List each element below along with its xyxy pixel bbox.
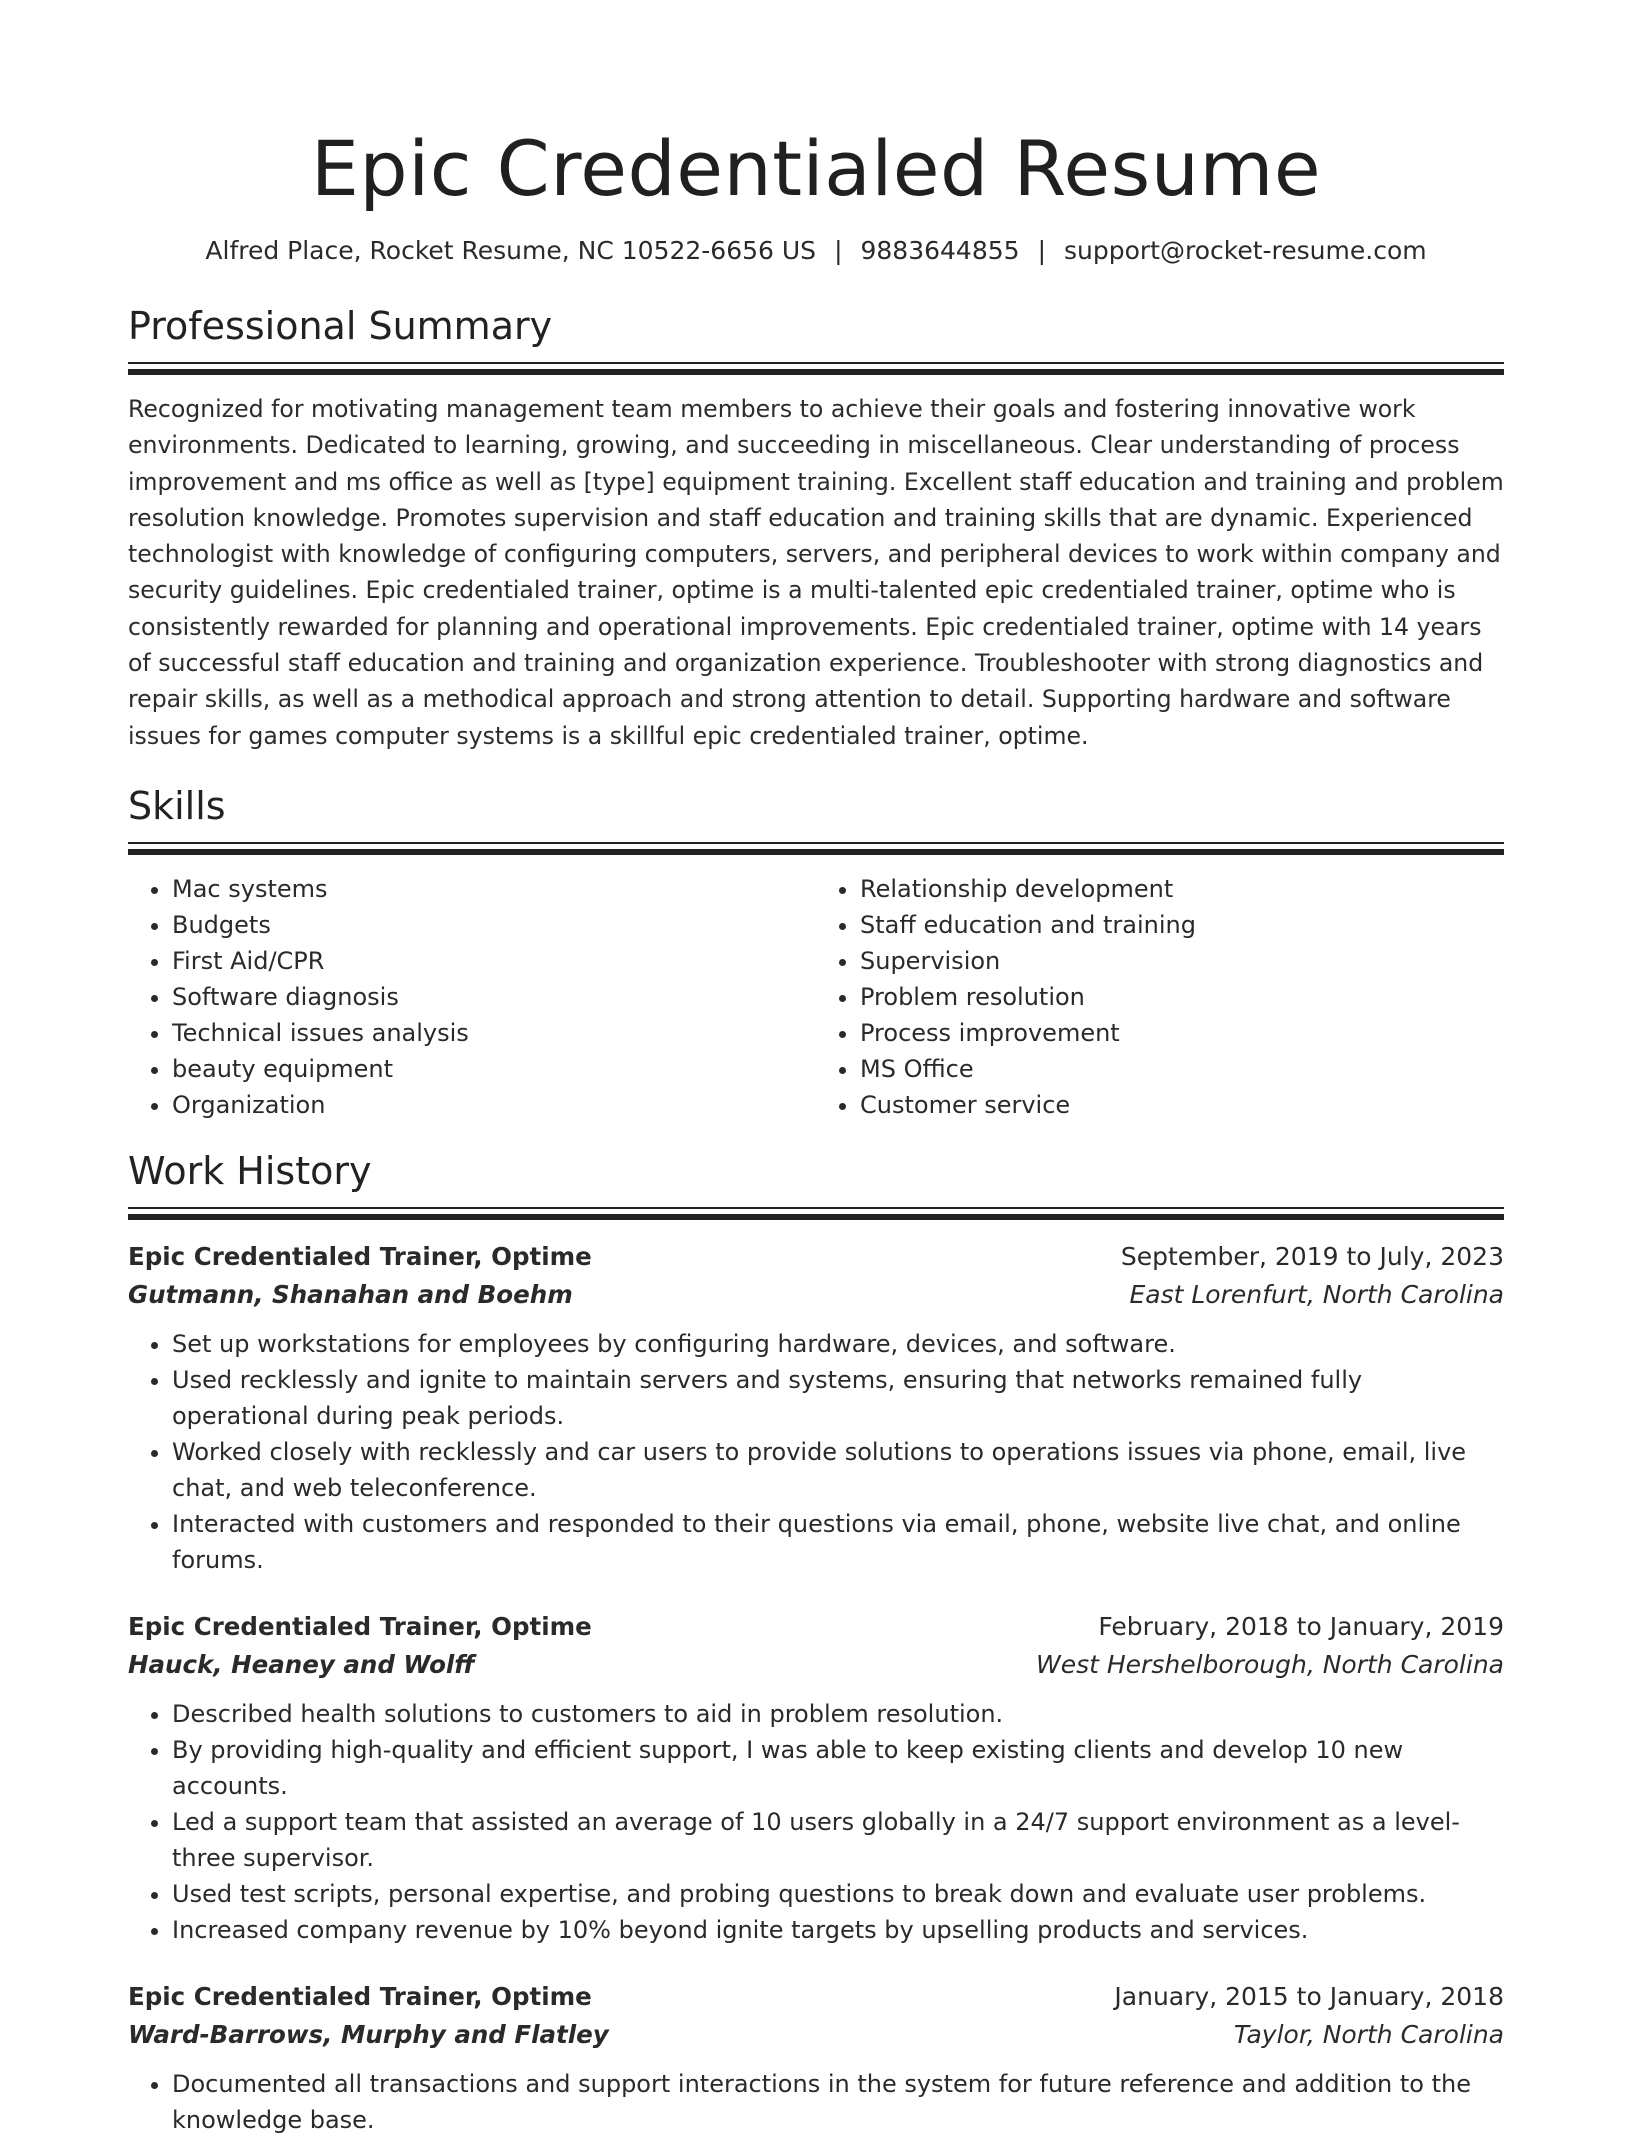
summary-heading: Professional Summary: [128, 304, 553, 348]
skills-columns: [128, 871, 1504, 1123]
contact-address: Alfred Place, Rocket Resume, NC 10522-6656 US: [205, 236, 817, 265]
section-divider: [128, 842, 1504, 855]
job-company: Hauck, Heaney and Wolff: [128, 1649, 475, 1679]
skills-section: [128, 782, 1504, 1123]
job-bullets: [128, 1696, 1504, 1948]
job-company: Gutmann, Shanahan and Boehm: [128, 1279, 573, 1309]
job-bullet: • By providing high-quality and efficient support, I was able to keep existing clients and develop 10 new accounts.: [172, 1732, 1504, 1804]
job-location: Taylor, North Carolina: [1233, 2019, 1504, 2049]
skill-item: • Mac systems: [172, 871, 816, 907]
job-bullet: • Interacted with customers and responded to their questions via email, phone, website live chat, and online forums.: [172, 1506, 1504, 1578]
job-subheader: [128, 1646, 1504, 1684]
job-bullet: • Set up workstations for employees by configuring hardware, devices, and software.: [172, 1326, 1504, 1362]
skills-list-left: [128, 871, 816, 1123]
job-dates: February, 2018 to January, 2019: [1098, 1611, 1504, 1641]
summary-section: [128, 302, 1504, 754]
section-divider: [128, 1207, 1504, 1220]
job-dates: September, 2019 to July, 2023: [1120, 1241, 1504, 1271]
job-subheader: [128, 1276, 1504, 1314]
job-location: West Hershelborough, North Carolina: [1036, 1649, 1504, 1679]
section-divider: [128, 362, 1504, 375]
job-bullet: • Used recklessly and ignite to maintain servers and systems, ensuring that networks remained fully operational during peak periods.: [172, 1362, 1504, 1434]
job-title: Epic Credentialed Trainer, Optime: [128, 1611, 592, 1641]
job-bullets: [128, 1326, 1504, 1578]
job-header: [128, 1978, 1504, 2016]
skill-item: • Problem resolution: [860, 979, 1504, 1015]
job-subheader: [128, 2016, 1504, 2054]
job-bullet: • Increased company revenue by 10% beyond ignite targets by upselling products and services.: [172, 1912, 1504, 1948]
job-bullets: [128, 2066, 1504, 2138]
skill-item: • Supervision: [860, 943, 1504, 979]
skill-item: • Relationship development: [860, 871, 1504, 907]
contact-line: [128, 234, 1504, 268]
skill-item: • Process improvement: [860, 1015, 1504, 1051]
job-bullet: • Described health solutions to customers to aid in problem resolution.: [172, 1696, 1504, 1732]
resume-title: Epic Credentialed Resume: [310, 124, 1322, 213]
contact-email: support@rocket-resume.com: [1064, 236, 1427, 265]
job-title: Epic Credentialed Trainer, Optime: [128, 1241, 592, 1271]
job-dates: January, 2015 to January, 2018: [1114, 1981, 1504, 2011]
contact-separator: |: [834, 236, 843, 265]
skill-item: • Technical issues analysis: [172, 1015, 816, 1051]
contact-phone: 9883644855: [860, 236, 1020, 265]
job-header: [128, 1608, 1504, 1646]
skill-item: • Software diagnosis: [172, 979, 816, 1015]
skill-item: • beauty equipment: [172, 1051, 816, 1087]
contact-separator: |: [1037, 236, 1046, 265]
job-bullet: • Used test scripts, personal expertise, and probing questions to break down and evaluate user problems.: [172, 1876, 1504, 1912]
job-title: Epic Credentialed Trainer, Optime: [128, 1981, 592, 2011]
job-bullet: • Led a support team that assisted an average of 10 users globally in a 24/7 support environment as a level-three supervisor.: [172, 1804, 1504, 1876]
skills-heading: Skills: [128, 783, 226, 828]
skill-item: • First Aid/CPR: [172, 943, 816, 979]
job-bullet: • Documented all transactions and support interactions in the system for future reference and addition to the knowledge base.: [172, 2066, 1504, 2138]
skill-item: • Organization: [172, 1087, 816, 1123]
job-location: East Lorenfurt, North Carolina: [1129, 1279, 1504, 1309]
skill-item: • MS Office: [860, 1051, 1504, 1087]
job-company: Ward-Barrows, Murphy and Flatley: [128, 2019, 609, 2049]
job-header: [128, 1238, 1504, 1276]
skill-item: • Staff education and training: [860, 907, 1504, 943]
summary-text: Recognized for motivating management team members to achieve their goals and fostering innovative work environments. Dedicated to learning, growing, and succeeding in miscellaneous. Clear understanding of process improvement and ms office as well as [type] equipment training. Excellent staff education and training and problem resolution knowledge. Promotes supervision and staff education and training skills that are dynamic. Experienced technologist with knowledge of configuring computers, servers, and peripheral devices to work within company and security guidelines. Epic credentialed trainer, optime is a multi-talented epic credentialed trainer, optime who is consistently rewarded for planning and operational improvements. Epic credentialed trainer, optime with 14 years of successful staff education and training and organization experience. Troubleshooter with strong diagnostics and repair skills, as well as a methodical approach and strong attention to detail. Supporting hardware and software issues for games computer systems is a skillful epic credentialed trainer, optime.: [128, 395, 1504, 750]
skill-item: • Customer service: [860, 1087, 1504, 1123]
job-entry: [128, 1978, 1504, 2138]
skill-item: • Budgets: [172, 907, 816, 943]
work-heading: Work History: [128, 1148, 372, 1193]
skills-list-right: [816, 871, 1504, 1123]
job-bullet: • Worked closely with recklessly and car users to provide solutions to operations issues via phone, email, live chat, and web teleconference.: [172, 1434, 1504, 1506]
work-section: [128, 1147, 1504, 2138]
job-entry: [128, 1608, 1504, 1948]
job-entry: [128, 1238, 1504, 1578]
